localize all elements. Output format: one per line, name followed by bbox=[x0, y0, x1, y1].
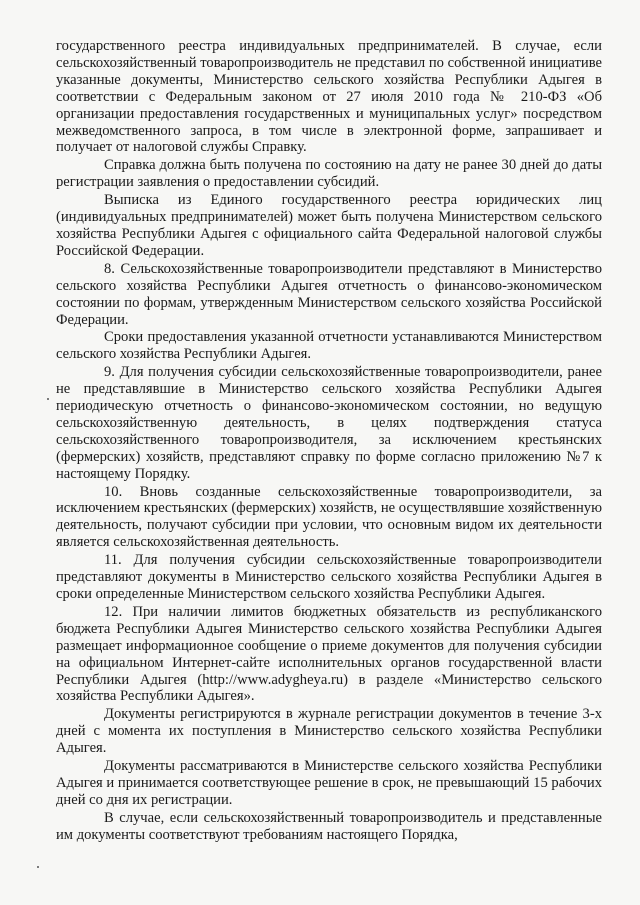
paragraph-item-8: 8. Сельскохозяйственные товаропроизводители представляют в Министерство сельского хозяйства Республики Адыгея отчетность о финансово-экономическом состоянии по формам, утвержденным Министерством сельского хозяйства Российской Федерации. bbox=[56, 260, 602, 328]
paragraph-registration: Документы регистрируются в журнале регистрации документов в течение 3-х дней с момента их поступления в Министерство сельского хозяйства Республики Адыгея. bbox=[56, 706, 602, 757]
scan-speck bbox=[47, 398, 49, 400]
paragraph-registry-extract: Выписка из Единого государственного реестра юридических лиц (индивидуальных предпринимателей) может быть получена Министерством сельского хозяйства Республики Адыгея с официального сайта Федеральной налоговой службы Российской Федерации. bbox=[56, 192, 602, 259]
document-body bbox=[56, 38, 602, 844]
paragraph-review: Документы рассматриваются в Министерстве сельского хозяйства Республики Адыгея и принимается соответствующее решение в срок, не превышающий 15 рабочих дней со дня их регистрации. bbox=[56, 758, 602, 808]
paragraph-reporting-deadlines: Сроки предоставления указанной отчетности устанавливаются Министерством сельского хозяйства Республики Адыгея. bbox=[56, 329, 602, 363]
paragraph-certificate-date: Справка должна быть получена по состоянию на дату не ранее 30 дней до даты регистрации заявления о предоставлении субсидий. bbox=[56, 157, 602, 191]
paragraph-item-10: 10. Вновь созданные сельскохозяйственные товаропроизводители, за исключением крестьянских (фермерских) хозяйств, не осуществлявшие хозяйственную деятельность, получают субсидии при условии, что основным видом их деятельности является сельскохозяйственная деятельность. bbox=[56, 483, 602, 551]
paragraph-continuation: государственного реестра индивидуальных предпринимателей. В случае, если сельскохозяйственный товаропроизводитель не представил по собственной инициативе указанные документы, Министерство сельского хозяйства Республики Адыгея в соответствии с Федеральным законом от 27 июля 2010 года № 210-ФЗ «Об организации предоставления государственных и муниципальных услуг» посредством межведомственного запроса, в том числе в электронной форме, запрашивает и получает от налоговой службы Справку. bbox=[56, 38, 602, 156]
paragraph-item-9: 9. Для получения субсидии сельскохозяйственные товаропроизводители, ранее не представлявшие в Министерство сельского хозяйства Республики Адыгея периодическую отчетность о финансово-экономическом состоянии, но ведущую сельскохозяйственную деятельность, в целях подтверждения статуса сельскохозяйственного товаропроизводителя, за исключением крестьянских (фермерских) хозяйств, представляют справку по форме согласно приложению №7 к настоящему Порядку. bbox=[56, 364, 602, 482]
paragraph-compliance: В случае, если сельскохозяйственный товаропроизводитель и представленные им документы соответствуют требованиям настоящего Порядка, bbox=[56, 809, 602, 843]
paragraph-item-12: 12. При наличии лимитов бюджетных обязательств из республиканского бюджета Республики Адыгея Министерство сельского хозяйства Республики Адыгея размещает информационное сообщение о приеме документов для получения субсидии на официальном Интернет-сайте исполнительных органов государственной власти Республики Адыгея (http://www.adygheya.ru) в разделе «Министерство сельского хозяйства Республики Адыгея». bbox=[56, 603, 602, 705]
scan-speck bbox=[37, 866, 39, 868]
paragraph-item-11: 11. Для получения субсидии сельскохозяйственные товаропроизводители представляют документы в Министерство сельского хозяйства Республики Адыгея в сроки определенные Министерством сельского хозяйства Республики Адыгея. bbox=[56, 552, 602, 602]
